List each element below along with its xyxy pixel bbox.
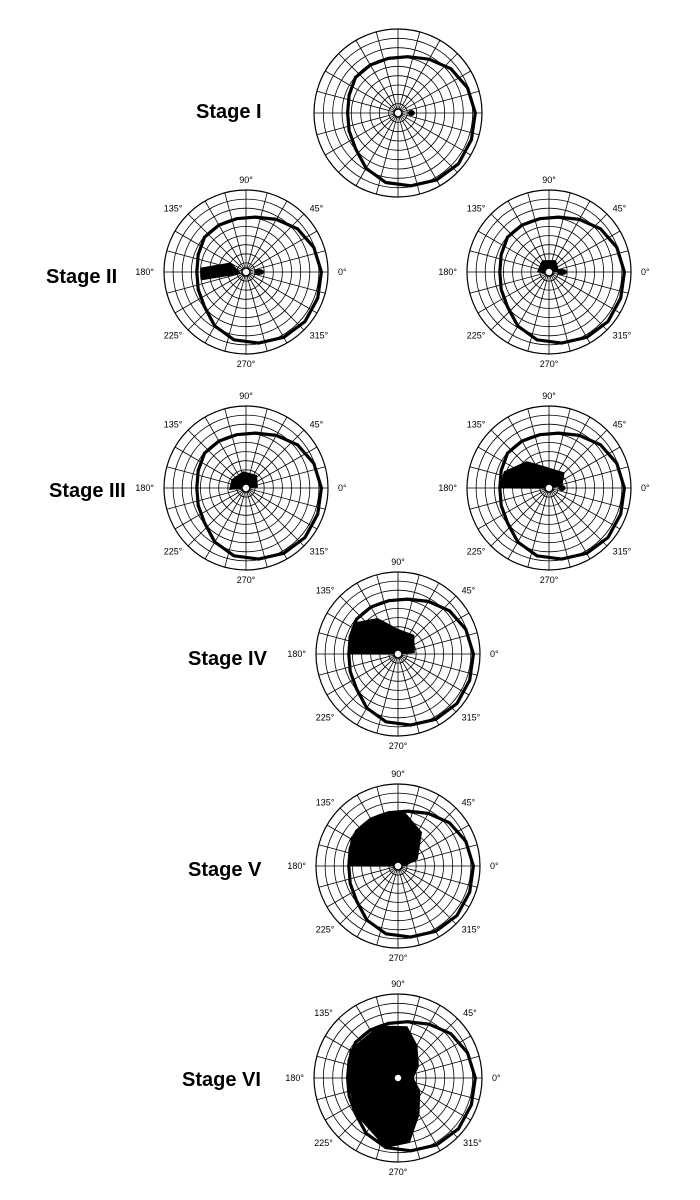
- chart-meridian: [248, 274, 304, 330]
- fixation-point: [394, 650, 402, 658]
- degree-label: 315°: [309, 546, 329, 557]
- chart-meridian: [327, 868, 395, 907]
- degree-label: 45°: [612, 203, 627, 214]
- degree-label: 270°: [236, 359, 256, 369]
- degree-label: 225°: [466, 546, 486, 557]
- chart-meridian: [551, 275, 590, 343]
- degree-label: 0°: [641, 483, 650, 493]
- chart-meridian: [478, 274, 546, 313]
- degree-label: 315°: [612, 546, 632, 557]
- degree-label: 225°: [315, 712, 335, 723]
- degree-label: 45°: [309, 203, 324, 214]
- degree-label: 0°: [490, 649, 499, 659]
- degree-label: 135°: [466, 419, 486, 430]
- chart-meridian: [508, 201, 547, 269]
- chart-meridian: [478, 231, 546, 270]
- degree-label: 135°: [315, 585, 335, 596]
- field-defect: [349, 811, 422, 867]
- degree-label: 270°: [236, 575, 256, 585]
- chart-meridian: [551, 490, 607, 546]
- chart-meridian: [551, 201, 590, 269]
- chart-meridian: [249, 274, 317, 313]
- degree-label: 135°: [314, 1007, 333, 1018]
- stage-6-field-chart: [285, 979, 501, 1177]
- chart-meridian: [325, 71, 395, 111]
- degree-label: 135°: [315, 797, 335, 808]
- degree-label: 315°: [463, 1138, 482, 1149]
- chart-meridian: [249, 231, 317, 270]
- chart-meridian: [248, 201, 287, 269]
- degree-label: 45°: [461, 797, 476, 808]
- chart-meridian: [175, 231, 243, 270]
- fixation-point: [394, 109, 402, 117]
- chart-meridian: [401, 115, 471, 155]
- degree-label: 45°: [309, 419, 324, 430]
- degree-label: 270°: [539, 359, 559, 369]
- degree-label: 90°: [239, 175, 253, 185]
- degree-label: 0°: [338, 267, 347, 277]
- chart-meridian: [551, 274, 607, 330]
- chart-meridian: [400, 868, 456, 924]
- field-defect: [201, 263, 240, 280]
- chart-meridian: [356, 40, 396, 110]
- fixation-point: [394, 1074, 402, 1082]
- stage-3-field-chart-left: [135, 391, 347, 585]
- degree-label: 135°: [466, 203, 486, 214]
- chart-meridian: [175, 274, 243, 313]
- degree-label: 90°: [391, 979, 405, 989]
- stage-3-field-chart-right: [438, 391, 650, 585]
- chart-meridian: [552, 274, 620, 313]
- chart-meridian: [249, 490, 317, 529]
- degree-label: 270°: [388, 741, 408, 751]
- chart-meridian: [327, 656, 395, 695]
- stage-4-field-chart: [287, 557, 499, 751]
- stage-5-label: Stage V: [188, 859, 262, 881]
- degree-label: 315°: [309, 330, 329, 341]
- chart-meridian: [400, 656, 456, 712]
- fixation-point: [545, 268, 553, 276]
- degree-label: 180°: [287, 861, 306, 871]
- degree-label: 225°: [315, 924, 335, 935]
- chart-meridian: [551, 214, 607, 270]
- chart-meridian: [401, 868, 469, 907]
- degree-label: 90°: [542, 175, 556, 185]
- degree-label: 180°: [285, 1073, 304, 1083]
- degree-label: 315°: [461, 924, 481, 935]
- field-defect: [349, 619, 415, 655]
- degree-label: 180°: [287, 649, 306, 659]
- blind-spot: [559, 485, 566, 491]
- chart-meridian: [400, 54, 457, 111]
- chart-meridian: [551, 491, 590, 559]
- degree-label: 0°: [641, 267, 650, 277]
- degree-label: 270°: [539, 575, 559, 585]
- degree-label: 270°: [388, 953, 408, 963]
- stage-2-field-chart-left: [135, 175, 347, 369]
- degree-label: 45°: [612, 419, 627, 430]
- degree-label: 225°: [163, 330, 183, 341]
- fixation-point: [545, 484, 553, 492]
- degree-label: 180°: [438, 483, 457, 493]
- stage-3-label: Stage III: [49, 480, 126, 502]
- chart-meridian: [478, 490, 546, 529]
- degree-label: 90°: [239, 391, 253, 401]
- blind-spot: [254, 269, 264, 275]
- stage-1-field-chart: [314, 29, 482, 197]
- degree-label: 90°: [391, 769, 405, 779]
- chart-meridian: [400, 40, 440, 110]
- field-defect: [348, 1026, 420, 1148]
- chart-meridian: [400, 869, 439, 937]
- stage-5-field-chart: [287, 769, 499, 963]
- degree-label: 0°: [492, 1073, 501, 1083]
- degree-label: 180°: [135, 267, 154, 277]
- degree-label: 315°: [612, 330, 632, 341]
- blind-spot: [408, 110, 415, 116]
- degree-label: 0°: [338, 483, 347, 493]
- chart-meridian: [552, 490, 620, 529]
- degree-label: 135°: [163, 203, 183, 214]
- stage-2-label: Stage II: [46, 266, 118, 288]
- degree-label: 225°: [466, 330, 486, 341]
- degree-label: 135°: [163, 419, 183, 430]
- stage-2-field-chart-right: [438, 175, 650, 369]
- chart-meridian: [401, 656, 469, 695]
- degree-label: 270°: [388, 1167, 408, 1177]
- chart-meridian: [205, 201, 244, 269]
- degree-label: 90°: [391, 557, 405, 567]
- chart-meridian: [552, 231, 620, 270]
- chart-meridian: [325, 115, 395, 155]
- stage-4-label: Stage IV: [188, 648, 267, 670]
- chart-meridian: [248, 214, 304, 270]
- degree-label: 180°: [135, 483, 154, 493]
- chart-meridian: [249, 447, 317, 486]
- degree-label: 45°: [461, 585, 476, 596]
- fixation-point: [242, 484, 250, 492]
- blind-spot: [557, 269, 567, 275]
- degree-label: 45°: [463, 1007, 477, 1018]
- degree-label: 0°: [490, 861, 499, 871]
- degree-label: 90°: [542, 391, 556, 401]
- degree-label: 180°: [438, 267, 457, 277]
- degree-label: 225°: [163, 546, 183, 557]
- fixation-point: [242, 268, 250, 276]
- stage-1-label: Stage I: [196, 101, 262, 123]
- degree-label: 315°: [461, 712, 481, 723]
- chart-meridian: [248, 491, 287, 559]
- chart-meridian: [400, 657, 439, 725]
- degree-label: 225°: [314, 1138, 333, 1149]
- fixation-point: [394, 862, 402, 870]
- chart-meridian: [400, 115, 457, 172]
- chart-meridian: [175, 490, 243, 529]
- chart-meridian: [400, 116, 440, 186]
- stage-6-label: Stage VI: [182, 1069, 261, 1091]
- chart-meridian: [248, 275, 287, 343]
- chart-meridian: [248, 490, 304, 546]
- chart-meridian: [401, 71, 471, 111]
